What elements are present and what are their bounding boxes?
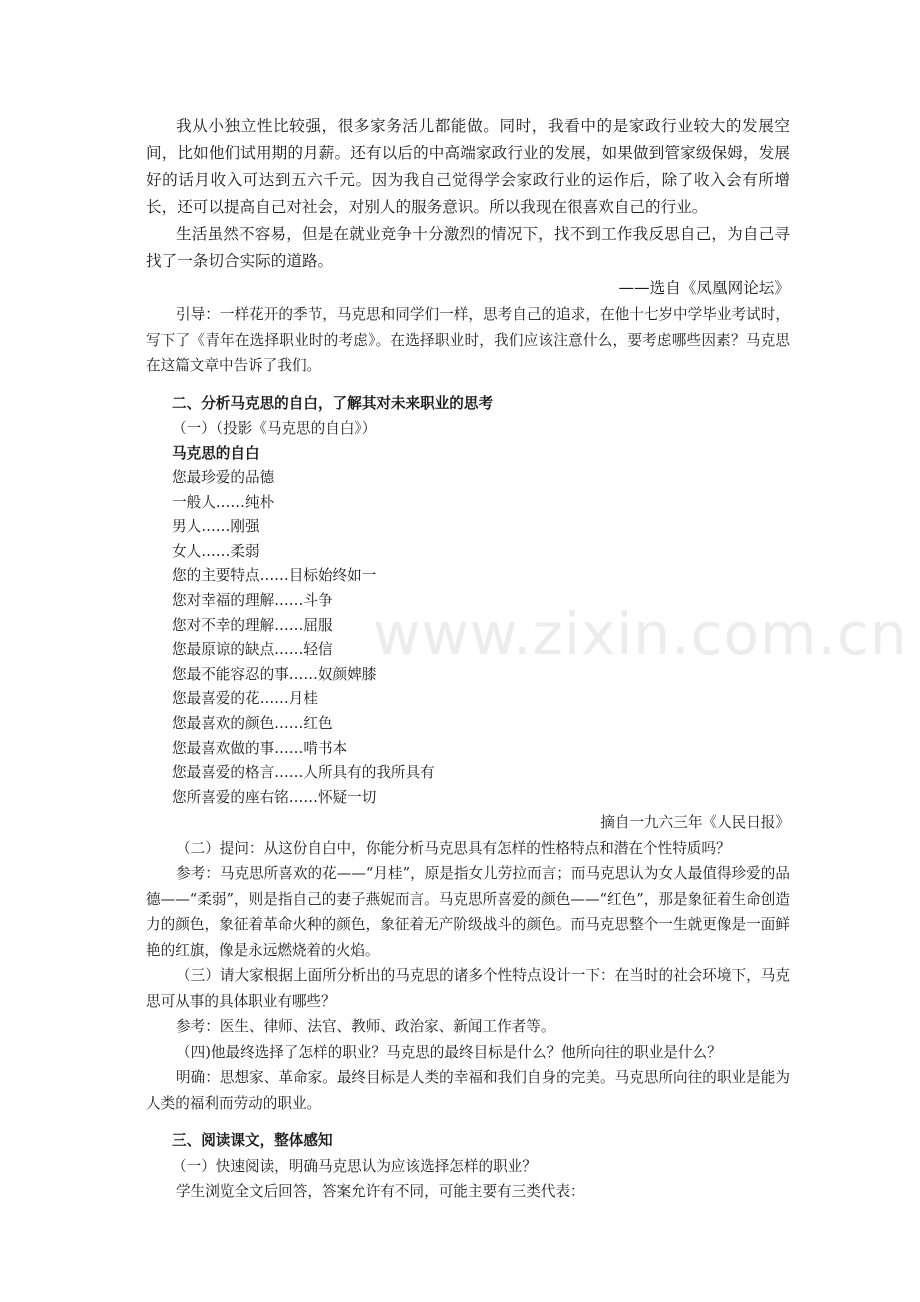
- confession-item: 您最喜欢的颜色……红色: [172, 714, 333, 732]
- question-paragraph: （二）提问：从这份自白中，你能分析马克思具有怎样的性格特点和潜在个性特质吗？: [176, 839, 731, 857]
- source-citation: ——选自《凤凰网论坛》: [618, 279, 790, 297]
- confession-title: 马克思的自白: [172, 445, 260, 462]
- body-paragraph: 我从小独立性比较强，很多家务活儿都能做。同时，我看中的是家政行业较大的发展空间，比如他们试用期的月薪。还有以后的中高端家政行业的发展，如果做到管家级保姆，发展好的话月收入可达到五六千元。因为我自己觉得学会家政行业的运作后，除了收入会有所增长，还可以提高自己对社会，对别人的服务意识。所以我现在很喜欢自己的行业。: [146, 117, 790, 216]
- confession-list: [146, 466, 790, 810]
- confession-item: 您对幸福的理解……斗争: [172, 591, 333, 609]
- confession-item: 男人……刚强: [172, 518, 260, 536]
- confession-item: 您最原谅的缺点……轻信: [172, 641, 333, 659]
- confession-item: 一般人……纯朴: [172, 493, 275, 511]
- source-citation: 摘自一九六三年《人民日报》: [600, 814, 790, 832]
- body-paragraph: 生活虽然不容易，但是在就业竞争十分激烈的情况下，找不到工作我反思自己，为自己寻找了一条切合实际的道路。: [146, 225, 790, 270]
- watermark-text: www.zixin.com.cn: [373, 600, 908, 668]
- section-heading: 三、阅读课文，整体感知: [172, 1132, 333, 1150]
- confession-item: 您所喜爱的座右铭……怀疑一切: [172, 788, 377, 806]
- subsection-label: （一）快速阅读，明确马克思认为应该选择怎样的职业？: [172, 1157, 537, 1175]
- reference-paragraph: 参考：医生、律师、法官、教师、政治家、新闻工作者等。: [176, 1018, 556, 1036]
- confession-item: 女人……柔弱: [172, 542, 260, 560]
- confession-item: 您最珍爱的品德: [172, 469, 275, 486]
- section-heading: 二、分析马克思的自白，了解其对未来职业的思考: [172, 394, 494, 412]
- body-paragraph: 学生浏览全文后回答，答案允许有不同，可能主要有三类代表：: [176, 1182, 585, 1200]
- confession-item: 您最喜爱的格言……人所具有的我所具有: [172, 764, 435, 782]
- intro-paragraph: 引导：一样花开的季节，马克思和同学们一样，思考自己的追求，在他十七岁中学毕业考试时，写下了《青年在选择职业时的考虑》。在选择职业时，我们应该注意什么，要考虑哪些因素？马克思在这篇文章中告诉了我们。: [146, 306, 790, 374]
- confession-item: 您最喜欢做的事……啃书本: [172, 739, 348, 757]
- reference-paragraph: 参考：马克思所喜欢的花——“月桂”，原是指女儿劳拉而言；而马克思认为女人最值得珍爱的品德——“柔弱”，则是指自己的妻子燕妮而言。马克思所喜爱的颜色——“红色”，那是象征着生命创造力的颜色，象征着革命火种的颜色，象征着无产阶级战斗的颜色。而马克思整个一生就更像是一面鲜艳的红旗，像是永远燃烧着的火焰。: [146, 865, 790, 959]
- confession-item: 您的主要特点……目标始终如一: [172, 567, 377, 585]
- confession-item: 您对不幸的理解……屈服: [172, 616, 333, 634]
- question-paragraph: （三）请大家根据上面所分析出的马克思的诸多个性特点设计一下：在当时的社会环境下，马克思可从事的具体职业有哪些？: [146, 967, 790, 1010]
- subsection-label: （一）（投影《马克思的自白》）: [172, 420, 377, 437]
- confession-item: 您最不能容忍的事……奴颜婢膝: [172, 665, 377, 683]
- confession-item: 您最喜爱的花……月桂: [172, 690, 318, 708]
- answer-paragraph: 明确：思想家、革命家。最终目标是人类的幸福和我们自身的完美。马克思所向往的职业是能为人类的福利而劳动的职业。: [146, 1069, 790, 1112]
- question-paragraph: （四)他最终选择了怎样的职业？马克思的最终目标是什么？他所向往的职业是什么？: [176, 1043, 722, 1061]
- document-body: [146, 113, 790, 1204]
